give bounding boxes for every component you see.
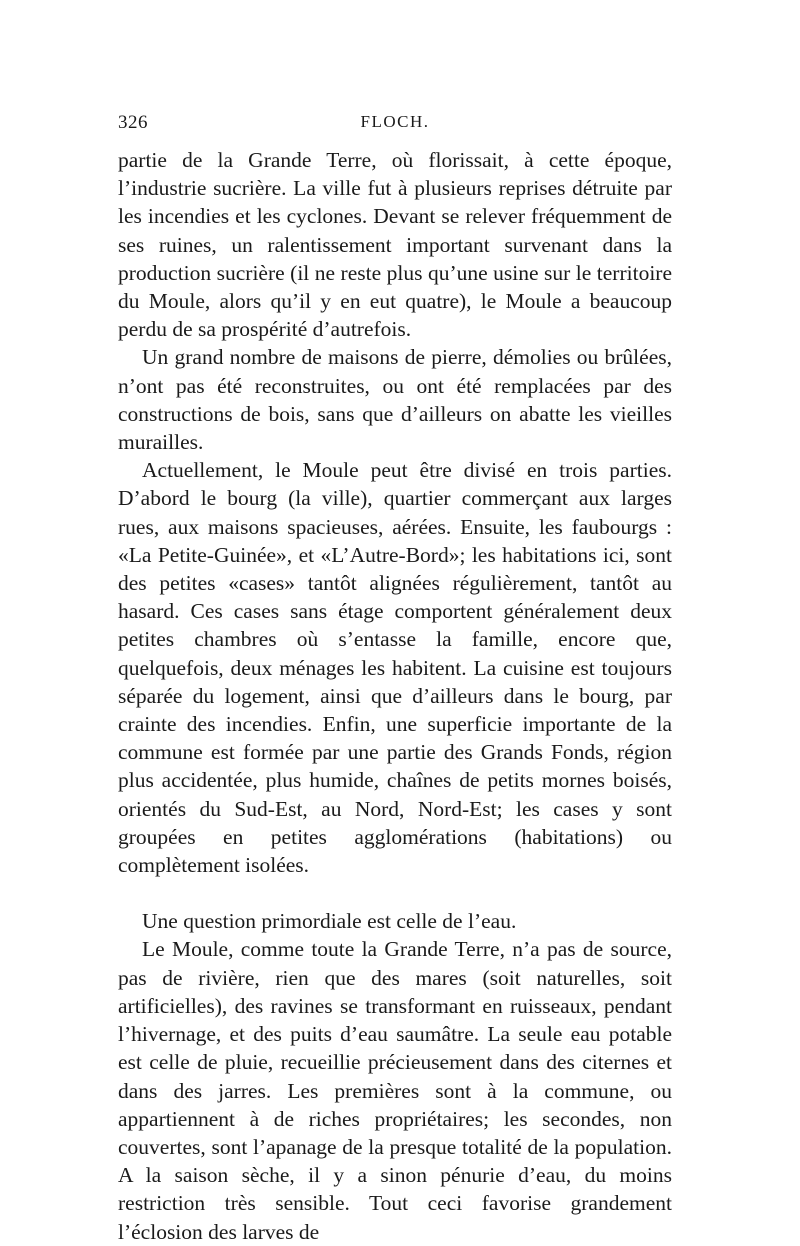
- paragraph-three-parts: Actuellement, le Moule peut être divisé en trois parties. D’abord le bourg (la ville), quartier commerçant aux larges rues, aux maisons spacieuses, aérées. Ensuite, les faubourgs : «La Petite-Guinée», et «L’Autre-Bord»; les habitations ici, sont des petites «cases» tantôt alignées régulièrement, tantôt au hasard. Ces cases sans étage comportent généralement deux petites chambres où s’entasse la famille, encore que, quelquefois, deux ménages les habitent. La cuisine est toujours séparée du logement, ainsi que d’ailleurs dans le bourg, par crainte des incendies. Enfin, une superficie importante de la commune est formée par une partie des Grands Fonds, région plus accidentée, plus humide, chaînes de petits mornes boisés, orientés du Sud-Est, au Nord, Nord-Est; les cases y sont groupées en petites agglomérations (habitations) ou complètement isolées.: [118, 458, 672, 878]
- body-text: [118, 146, 672, 1246]
- paragraph-continued: partie de la Grande Terre, où florissait, à cette époque, l’industrie sucrière. La ville fut à plusieurs reprises détruite par les incendies et les cyclones. Devant se relever fréquemment de ses ruines, un ralentissement important survenant dans la production sucrière (il ne reste plus qu’une usine sur le territoire du Moule, alors qu’il y en eut quatre), le Moule a beaucoup perdu de sa prospérité d’autrefois.: [118, 148, 672, 342]
- paragraph-stone-houses: Un grand nombre de maisons de pierre, démolies ou brûlées, n’ont pas été reconstruites, ou ont été remplacées par des constructions de bois, sans que d’ailleurs on abatte les vieilles murailles.: [118, 345, 672, 455]
- document-page: [118, 112, 672, 1246]
- paragraph-water-question: Une question primordiale est celle de l’eau.: [142, 909, 517, 934]
- running-header: [118, 112, 672, 146]
- page-number: 326: [118, 112, 148, 133]
- paragraph-water-supply: Le Moule, comme toute la Grande Terre, n’a pas de source, pas de rivière, rien que des mares (soit naturelles, soit artificielles), des ravines se transformant en ruisseaux, pendant l’hivernage, et des puits d’eau saumâtre. La seule eau potable est celle de pluie, recueillie précieusement dans des citernes et dans des jarres. Les premières sont à la commune, ou appartiennent à de riches propriétaires; les secondes, non couvertes, sont l’apanage de la presque totalité de la population. A la saison sèche, il y a sinon pénurie d’eau, du moins restriction très sensible. Tout ceci favorise grandement l’éclosion des larves de: [118, 937, 672, 1244]
- running-title: FLOCH.: [360, 112, 430, 131]
